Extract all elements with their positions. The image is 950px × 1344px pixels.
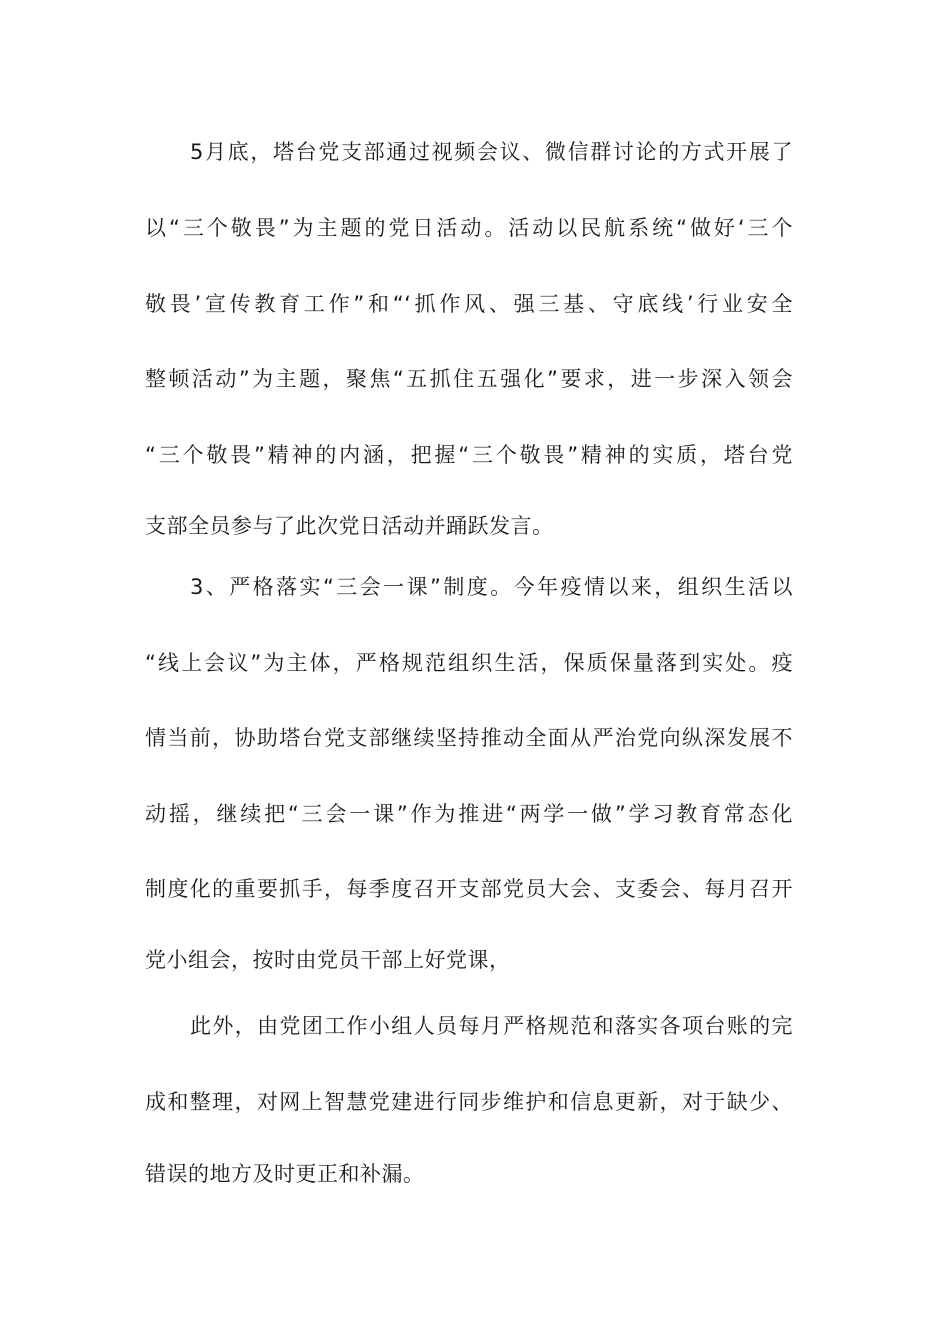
paragraph-line: 整顿活动”为主题，聚焦“五抓住五强化”要求，进一步深入领会 [145,367,793,391]
paragraph-line: 错误的地方及时更正和补漏。 [145,1162,425,1186]
paragraph-line: “线上会议”为主体，严格规范组织生活，保质保量落到实处。疫 [145,651,793,675]
paragraph-line: 3、严格落实“三会一课”制度。今年疫情以来，组织生活以 [190,575,793,599]
paragraph-line: 情当前，协助塔台党支部继续坚持推动全面从严治党向纵深发展不 [145,726,793,750]
paragraph-line: “三个敬畏”精神的内涵，把握“三个敬畏”精神的实质，塔台党 [145,443,793,467]
paragraph-line: 成和整理，对网上智慧党建进行同步维护和信息更新，对于缺少、 [145,1090,793,1114]
paragraph-line: 以“三个敬畏”为主题的党日活动。活动以民航系统“做好‘三个 [145,216,793,240]
paragraph-line: 党小组会，按时由党员干部上好党课， [145,948,511,972]
paragraph-line: 制度化的重要抓手，每季度召开支部党员大会、支委会、每月召开 [145,877,793,901]
paragraph-line: 5月底，塔台党支部通过视频会议、微信群讨论的方式开展了 [190,140,793,164]
paragraph-line: 支部全员参与了此次党日活动并踊跃发言。 [145,514,554,538]
paragraph-line: 动摇，继续把“三会一课”作为推进“两学一做”学习教育常态化 [145,802,793,826]
paragraph-line: 敬畏’宣传教育工作”和“‘抓作风、强三基、守底线’行业安全 [145,292,793,316]
paragraph-line: 此外，由党团工作小组人员每月严格规范和落实各项台账的完 [190,1014,793,1038]
